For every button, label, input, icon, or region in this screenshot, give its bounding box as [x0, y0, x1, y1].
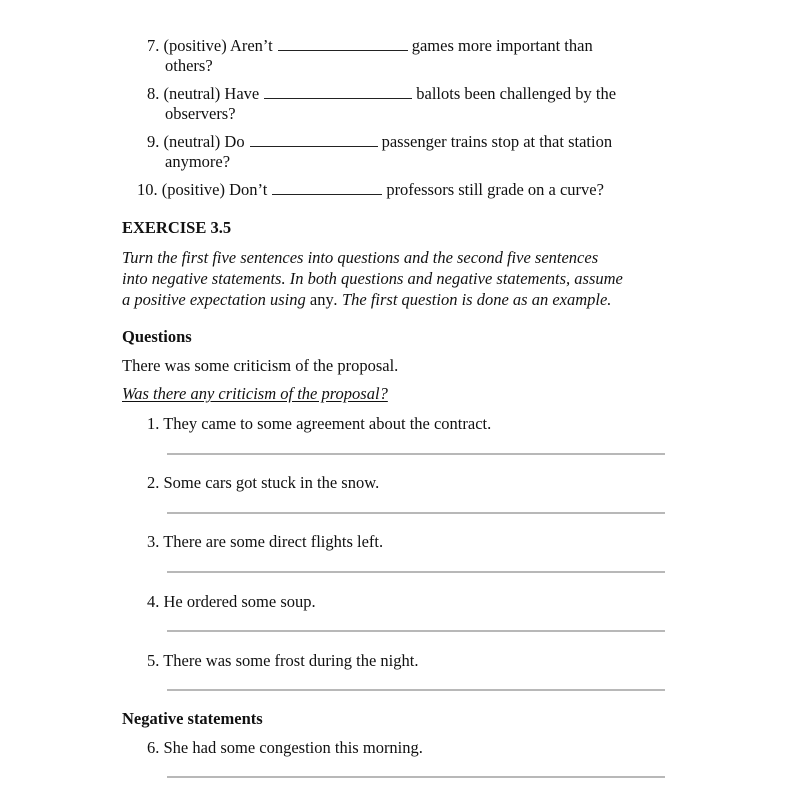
- instructions-text: . The first question is done as an example.: [333, 290, 612, 309]
- negative-heading: Negative statements: [122, 709, 263, 728]
- item-prefix: (neutral) Do: [163, 132, 245, 151]
- answer-line-2[interactable]: [167, 512, 665, 514]
- example-answer: Was there any criticism of the proposal?: [122, 384, 388, 403]
- item-7: [147, 36, 593, 56]
- question-3: [147, 532, 383, 552]
- item-number: 8.: [147, 84, 160, 103]
- question-number: 2.: [147, 473, 160, 492]
- keyword-any: any: [309, 290, 334, 309]
- item-suffix: ballots been challenged by the: [416, 84, 617, 103]
- question-5: [147, 651, 418, 671]
- item-number: 7.: [147, 36, 160, 55]
- answer-line-4[interactable]: [167, 630, 665, 632]
- question-text: Some cars got stuck in the snow.: [163, 473, 380, 492]
- question-1: [147, 414, 491, 434]
- instructions-line-2: into negative statements. In both questions and negative statements, assume: [122, 269, 623, 288]
- exercise-title: EXERCISE 3.5: [122, 218, 232, 237]
- item-8-continuation: observers?: [165, 104, 236, 123]
- answer-line-5[interactable]: [167, 689, 665, 691]
- question-number: 5.: [147, 651, 160, 670]
- item-7-continuation: others?: [165, 56, 213, 75]
- item-suffix: games more important than: [411, 36, 593, 55]
- item-10: [137, 180, 604, 200]
- questions-heading: Questions: [122, 327, 192, 346]
- answer-line-3[interactable]: [167, 571, 665, 573]
- item-suffix: professors still grade on a curve?: [386, 180, 604, 199]
- question-number: 3.: [147, 532, 160, 551]
- negative-6: [147, 738, 423, 758]
- question-text: He ordered some soup.: [163, 592, 316, 611]
- question-text: She had some congestion this morning.: [163, 738, 423, 757]
- item-9: [147, 132, 612, 152]
- question-4: [147, 592, 316, 612]
- item-prefix: (neutral) Have: [163, 84, 260, 103]
- example-sentence: There was some criticism of the proposal.: [122, 356, 399, 375]
- question-2: [147, 473, 379, 493]
- instructions-line-1: Turn the first five sentences into questions and the second five sentences: [122, 248, 599, 267]
- fill-blank[interactable]: [250, 132, 378, 147]
- fill-blank[interactable]: [264, 84, 412, 99]
- question-text: There are some direct flights left.: [163, 532, 384, 551]
- question-text: They came to some agreement about the contract.: [163, 414, 492, 433]
- item-number: 9.: [147, 132, 160, 151]
- answer-line-6[interactable]: [167, 776, 665, 778]
- fill-blank[interactable]: [278, 36, 408, 51]
- item-prefix: (positive) Aren’t: [163, 36, 273, 55]
- instructions-line-3: [122, 290, 611, 310]
- instructions-text: a positive expectation using: [122, 290, 310, 309]
- item-prefix: (positive) Don’t: [161, 180, 268, 199]
- question-text: There was some frost during the night.: [163, 651, 419, 670]
- item-number: 10.: [137, 180, 158, 199]
- fill-blank[interactable]: [272, 180, 382, 195]
- answer-line-1[interactable]: [167, 453, 665, 455]
- question-number: 6.: [147, 738, 160, 757]
- item-9-continuation: anymore?: [165, 152, 231, 171]
- question-number: 4.: [147, 592, 160, 611]
- item-suffix: passenger trains stop at that station: [381, 132, 613, 151]
- question-number: 1.: [147, 414, 160, 433]
- item-8: [147, 84, 616, 104]
